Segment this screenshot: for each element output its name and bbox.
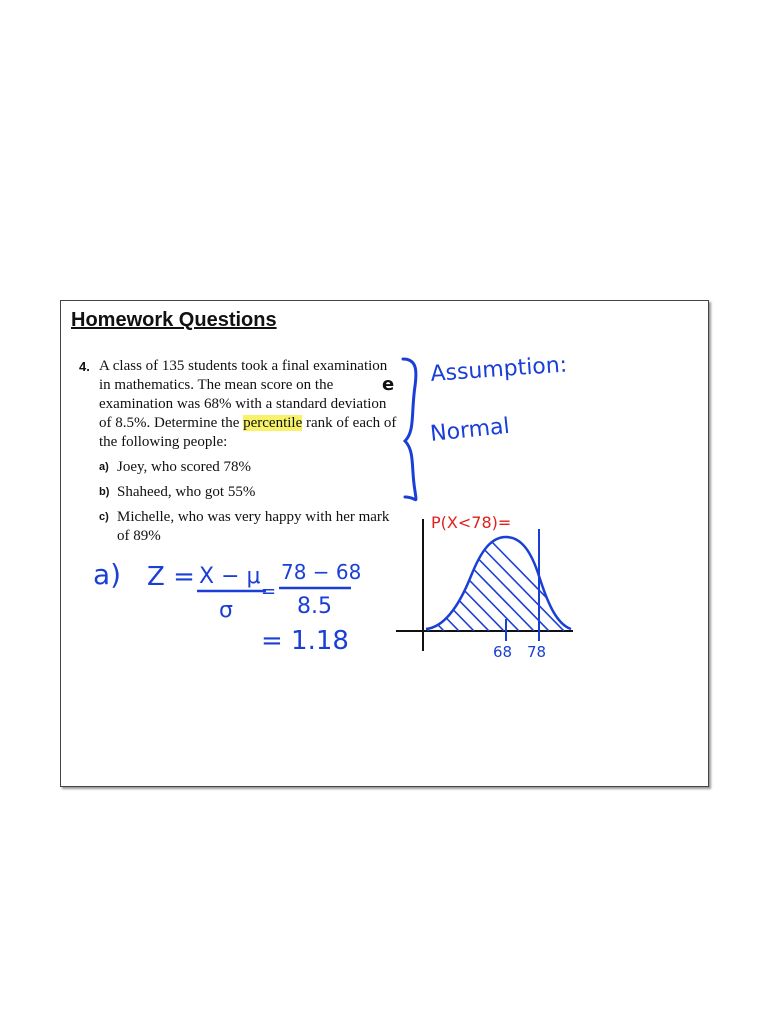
part-c-label: c): [99, 511, 109, 523]
assumption-text: Assumption:: [429, 352, 568, 387]
question-text-start: A class of 135 students took a final examination in mathematics. The mean score on the examination was 68% with a standard deviation of 8.5%. Determine the: [99, 358, 388, 431]
question-number: 4.: [79, 359, 90, 374]
normal-text: Normal: [429, 413, 511, 447]
part-b-text: Shaheed, who got 55%: [117, 484, 256, 500]
work-denominator-2: 8.5: [297, 594, 332, 619]
work-result: = 1.18: [261, 626, 349, 656]
slide-frame: [60, 300, 709, 787]
part-a-text: Joey, who scored 78%: [117, 459, 251, 475]
part-b-label: b): [99, 486, 110, 498]
work-part-label: a): [93, 558, 122, 591]
tick-label-68: 68: [493, 643, 513, 661]
brace-mark: [403, 359, 416, 500]
tick-label-78: 78: [527, 643, 547, 661]
part-c-text: Michelle, who was very happy with her mark of 89%: [117, 509, 390, 544]
work-numerator-2: 78 − 68: [281, 560, 362, 584]
work-numerator-1: X − μ: [199, 564, 261, 589]
part-a-label: a): [99, 461, 109, 473]
work-denominator-1: σ: [219, 598, 233, 623]
page-title: Homework Questions: [71, 309, 277, 331]
work-z-equals: Z =: [147, 562, 195, 592]
probability-label: P(X<78)=: [431, 513, 512, 532]
handwriting-overlay: [61, 301, 708, 786]
question-text-end: rank of each of the following people:: [99, 415, 397, 450]
handwritten-e: e: [382, 374, 395, 395]
work-equals: =: [261, 581, 277, 602]
highlighted-word: percentile: [243, 415, 303, 431]
